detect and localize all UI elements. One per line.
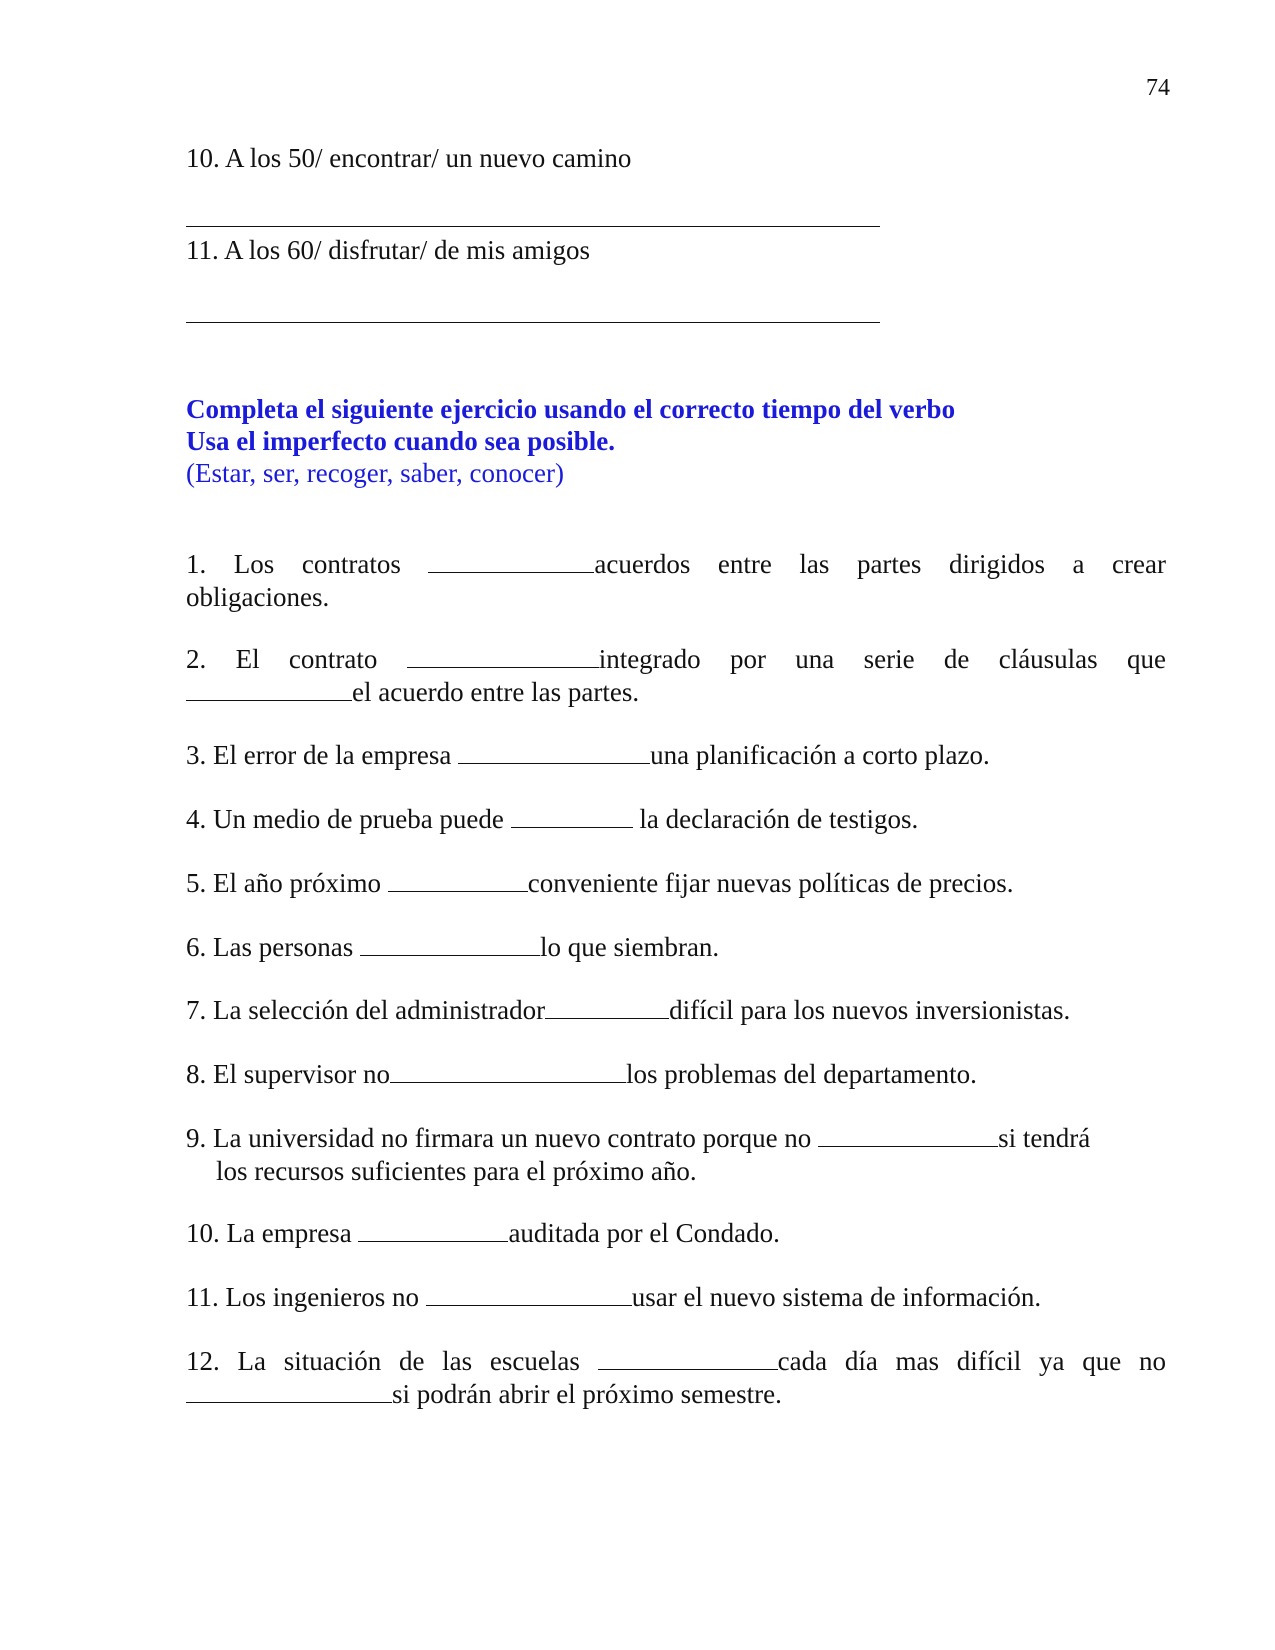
page-number: 74 [1146, 75, 1170, 101]
blank-8[interactable] [390, 1058, 626, 1083]
exercise-item-5: 5. El año próximo conveniente fijar nuevas políticas de precios. [186, 868, 1014, 898]
blank-5[interactable] [388, 867, 528, 892]
exercise-item-6: 6. Las personas lo que siembran. [186, 932, 720, 962]
exercise-item-4: 4. Un medio de prueba puede la declaración de testigos. [186, 804, 919, 834]
exercise-item-7: 7. La selección del administrador difícil para los nuevos inversionistas. [186, 995, 1071, 1025]
blank-12a[interactable] [598, 1345, 778, 1370]
blank-6[interactable] [360, 931, 540, 956]
exercise-item-10: 10. La empresa auditada por el Condado. [186, 1218, 780, 1248]
exercise-item-12: 12. La situación de las escuelas cada día mas difícil ya que no si podrán abrir el próximo semestre. [186, 1346, 1166, 1409]
blank-3[interactable] [458, 739, 650, 764]
prior-item-11: 11. A los 60/ disfrutar/ de mis amigos [186, 235, 590, 265]
answer-line-11[interactable] [186, 322, 880, 323]
exercise-item-11: 11. Los ingenieros no usar el nuevo sistema de información. [186, 1282, 1042, 1312]
exercise-item-3: 3. El error de la empresa una planificación a corto plazo. [186, 740, 990, 770]
prior-item-10: 10. A los 50/ encontrar/ un nuevo camino [186, 143, 632, 173]
exercise-item-2: 2. El contrato integrado por una serie de cláusulas que el acuerdo entre las partes. [186, 644, 1166, 707]
exercise-item-9: 9. La universidad no firmara un nuevo contrato porque no si tendrá los recursos suficientes para el próximo año. [186, 1123, 1091, 1186]
blank-7[interactable] [545, 994, 669, 1019]
blank-9[interactable] [818, 1122, 998, 1147]
instruction-heading: Completa el siguiente ejercicio usando el correcto tiempo del verbo [186, 394, 956, 424]
answer-line-10[interactable] [186, 226, 880, 227]
blank-11[interactable] [426, 1281, 632, 1306]
verb-list: (Estar, ser, recoger, saber, conocer) [186, 458, 564, 488]
exercise-item-8: 8. El supervisor no los problemas del departamento. [186, 1059, 977, 1089]
instruction-subheading: Usa el imperfecto cuando sea posible. [186, 426, 615, 456]
blank-2a[interactable] [407, 643, 599, 668]
exercise-item-1: 1. Los contratos acuerdos entre las partes dirigidos a crear obligaciones. [186, 549, 1166, 612]
blank-12b[interactable] [186, 1378, 392, 1403]
blank-4[interactable] [511, 803, 633, 828]
blank-10[interactable] [358, 1217, 508, 1242]
blank-1[interactable] [428, 548, 594, 573]
blank-2b[interactable] [186, 676, 352, 701]
